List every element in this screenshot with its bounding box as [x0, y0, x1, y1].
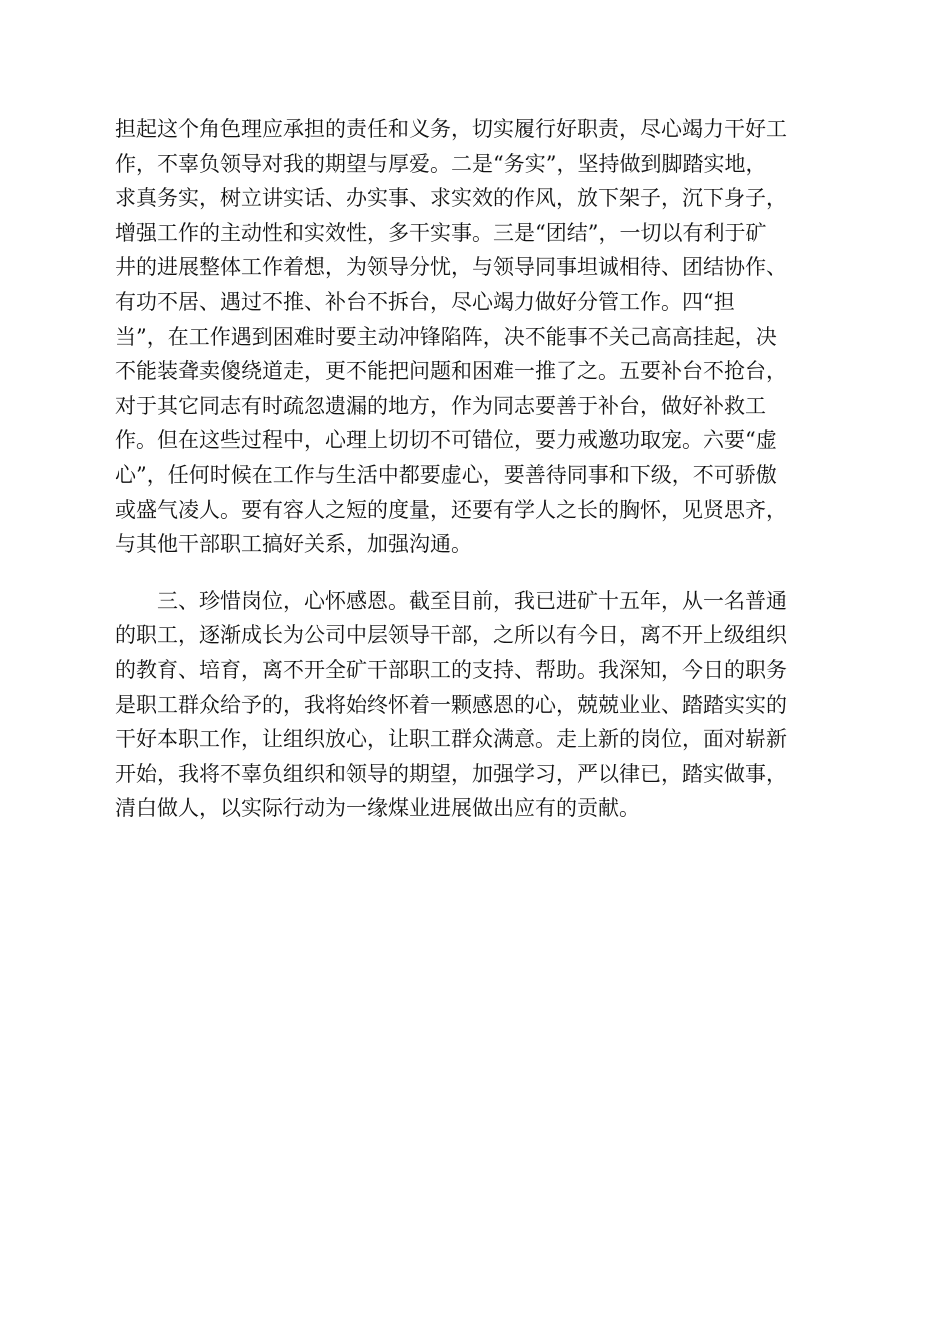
text-line: 开始，我将不辜负组织和领导的期望，加强学习，严以律已，踏实做事， [115, 761, 787, 786]
paragraph-spacer [115, 562, 835, 584]
text-line: 干好本职工作，让组织放心，让职工群众满意。走上新的岗位，面对崭新 [115, 727, 787, 752]
text-line: 三、珍惜岗位，心怀感恩。截至目前，我已进矿十五年，从一名普通 [115, 588, 787, 613]
text-line: 不能装聋卖傻绕道走，更不能把问题和困难一推了之。五要补台不抢台， [115, 359, 787, 384]
text-line: 对于其它同志有时疏忽遗漏的地方，作为同志要善于补台，做好补救工 [115, 393, 766, 418]
document-body [115, 112, 835, 826]
text-line: 心”，任何时候在工作与生活中都要虚心，要善待同事和下级，不可骄傲 [115, 462, 777, 487]
text-line: 与其他干部职工搞好关系，加强沟通。 [115, 532, 472, 557]
text-line: 的教育、培育，离不开全矿干部职工的支持、帮助。我深知，今日的职务 [115, 657, 787, 682]
text-line: 当”，在工作遇到困难时要主动冲锋陷阵，决不能事不关己高高挂起，决 [115, 324, 777, 349]
text-line: 作，不辜负领导对我的期望与厚爱。二是“务实”，坚持做到脚踏实地， [115, 151, 767, 176]
text-line: 有功不居、遇过不推、补台不拆台，尽心竭力做好分管工作。四“担 [115, 289, 735, 314]
text-line: 作。但在这些过程中，心理上切切不可错位，要力戒邀功取宠。六要“虚 [115, 428, 777, 453]
text-line: 是职工群众给予的，我将始终怀着一颗感恩的心，兢兢业业、踏踏实实的 [115, 692, 787, 717]
text-line: 的职工，逐渐成长为公司中层领导干部，之所以有今日，离不开上级组织 [115, 623, 787, 648]
paragraph-2 [115, 584, 835, 826]
text-line: 担起这个角色理应承担的责任和义务，切实履行好职责，尽心竭力干好工 [115, 117, 787, 141]
text-line: 清白做人，以实际行动为一缘煤业进展做出应有的贡献。 [115, 796, 640, 821]
text-line: 增强工作的主动性和实效性，多干实事。三是“团结”，一切以有利于矿 [115, 220, 767, 245]
paragraph-1 [115, 112, 835, 562]
text-line: 求真务实，树立讲实话、办实事、求实效的作风，放下架子，沉下身子， [115, 186, 787, 211]
text-line: 或盛气凌人。要有容人之短的度量，还要有学人之长的胸怀，见贤思齐， [115, 497, 787, 522]
text-line: 井的进展整体工作着想，为领导分忧，与领导同事坦诚相待、团结协作、 [115, 255, 787, 280]
